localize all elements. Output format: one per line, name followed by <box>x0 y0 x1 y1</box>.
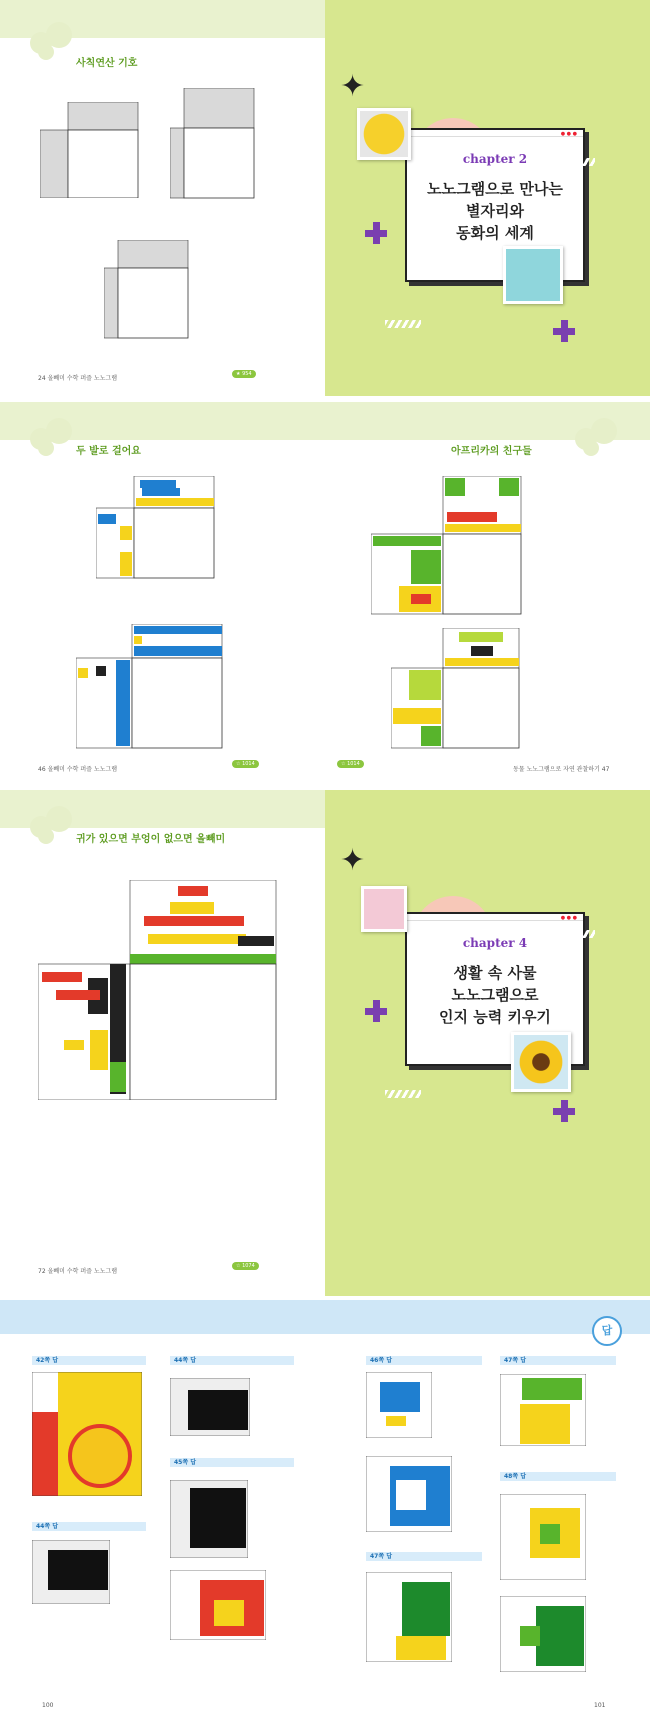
sparkle-icon: ✦ <box>340 69 366 104</box>
chapter-title-line-3: 인지 능력 키우기 <box>439 1008 551 1026</box>
chapter-4-page <box>325 790 650 1296</box>
star-badge: ☆ 1014 <box>337 760 364 768</box>
nonogram-puzzle-1 <box>40 102 140 198</box>
card-titlebar <box>407 914 583 921</box>
decor-blobs <box>30 806 74 846</box>
plus-icon <box>553 1100 575 1122</box>
chapter-title-line-2: 노노그램으로 <box>451 986 539 1004</box>
answer-grid-47a <box>366 1572 452 1662</box>
spread-1 <box>0 0 650 396</box>
answer-grid-47b <box>500 1374 586 1446</box>
plus-icon <box>553 320 575 342</box>
page-number: 101 <box>594 1702 606 1709</box>
answer-label-45: 45쪽 답 <box>170 1458 294 1467</box>
chapter-title-line-1: 노노그램으로 만나는 <box>427 180 563 198</box>
chapter-title-line-3: 동화의 세계 <box>456 224 534 242</box>
page-24 <box>0 0 325 396</box>
answer-grid-42 <box>32 1372 142 1496</box>
heart-eyes-emoji-pixel-picture <box>357 108 411 160</box>
spread-2 <box>0 402 650 784</box>
hatch-decoration <box>385 1090 421 1098</box>
answer-label-47b: 47쪽 답 <box>500 1356 616 1365</box>
plus-icon <box>365 222 387 244</box>
nonogram-puzzle-3 <box>104 240 190 340</box>
page-number: 100 <box>42 1702 54 1709</box>
answer-grid-48 <box>500 1494 586 1580</box>
answer-label-42: 42쪽 답 <box>32 1356 146 1365</box>
plus-icon <box>365 1000 387 1022</box>
answer-label-46: 46쪽 답 <box>366 1356 482 1365</box>
chapter-label: chapter 2 <box>462 152 528 166</box>
star-badge: ☆ 1074 <box>232 1262 259 1270</box>
star-badge: ★ 954 <box>232 370 256 378</box>
hatch-decoration <box>385 320 421 328</box>
section-title: 아프리카의 친구들 <box>451 446 532 457</box>
hatch-decoration <box>559 930 595 938</box>
answer-label-48: 48쪽 답 <box>500 1472 616 1481</box>
decor-blobs <box>30 22 74 62</box>
unicorn-pixel-picture <box>503 246 563 304</box>
nonogram-puzzle-africa-2 <box>391 628 521 750</box>
answer-label-44b: 44쪽 답 <box>170 1356 294 1365</box>
answer-grid-45b <box>170 1570 266 1640</box>
answer-grid-46 <box>366 1372 432 1438</box>
blue-header-band <box>0 1300 650 1334</box>
section-title: 귀가 있으면 부엉이 없으면 올빼미 <box>76 834 226 845</box>
chapter-title-line-1: 생활 속 사물 <box>453 964 537 982</box>
answer-tag-icon: 답 <box>592 1316 622 1346</box>
nonogram-puzzle-walk-2 <box>76 624 226 752</box>
page-72 <box>0 790 325 1296</box>
section-title: 두 발로 걸어요 <box>76 446 141 457</box>
page-number: 46 올빼미 수학 퍼즐 노노그램 <box>38 766 118 773</box>
sunflower-pixel-picture <box>511 1032 571 1092</box>
answer-label-47a: 47쪽 답 <box>366 1552 482 1561</box>
chapter-title-line-2: 별자리와 <box>466 202 524 220</box>
decor-blobs <box>575 418 619 458</box>
page-number: 24 올빼미 수학 퍼즐 노노그램 <box>38 375 118 382</box>
page-46 <box>0 402 325 784</box>
spread-3 <box>0 790 650 1296</box>
answer-grid-45 <box>170 1480 248 1558</box>
hatch-decoration <box>559 158 595 166</box>
nonogram-puzzle-2 <box>170 88 260 200</box>
page-47 <box>325 402 650 784</box>
section-title: 사칙연산 기호 <box>76 58 138 69</box>
window-dots-icon: ● ● ● <box>560 915 577 921</box>
decor-blobs <box>30 418 74 458</box>
rabbit-pixel-picture <box>361 886 407 932</box>
nonogram-puzzle-africa-1 <box>371 476 523 616</box>
answer-label-44a: 44쪽 답 <box>32 1522 146 1531</box>
page-number: 72 올빼미 수학 퍼즐 노노그램 <box>38 1268 118 1275</box>
answer-grid-44b <box>170 1378 250 1436</box>
card-titlebar <box>407 130 583 137</box>
nonogram-puzzle-walk-1 <box>96 476 222 582</box>
sparkle-icon: ✦ <box>340 843 366 878</box>
answer-grid-46b <box>366 1456 452 1532</box>
chapter-2-page <box>325 0 650 396</box>
star-badge: ☆ 1014 <box>232 760 259 768</box>
nonogram-puzzle-owl <box>38 880 278 1100</box>
page-number: 동물 노노그램으로 자연 관찰하기 47 <box>513 766 610 773</box>
chapter-label: chapter 4 <box>462 936 528 950</box>
window-dots-icon: ● ● ● <box>560 131 577 137</box>
answer-grid-44a <box>32 1540 110 1604</box>
answer-grid-48b <box>500 1596 586 1672</box>
